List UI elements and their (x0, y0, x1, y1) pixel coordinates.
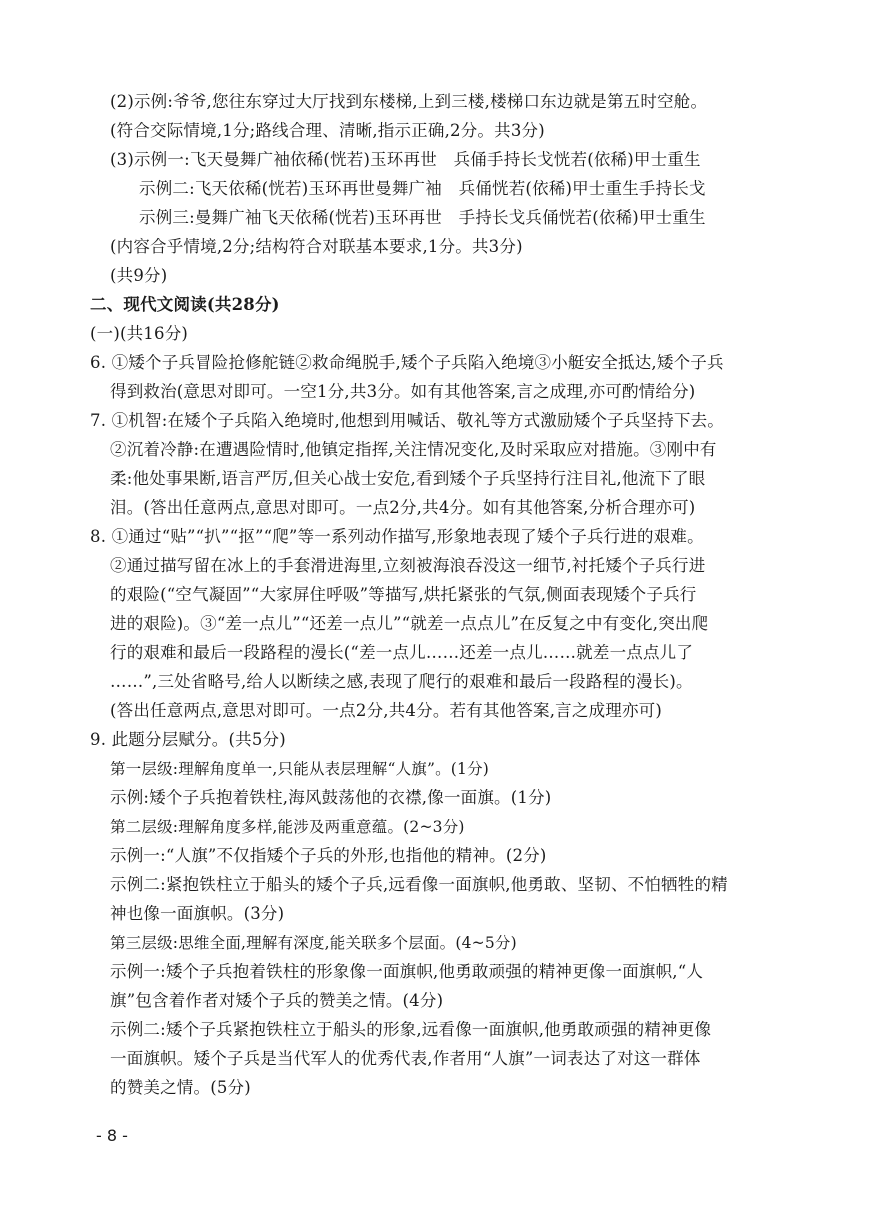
answer-line: (答出任意两点,意思对即可。一点2分,共4分。若有其他答案,言之成理亦可) (110, 701, 663, 720)
answer-line: 的赞美之情。(5分) (110, 1078, 251, 1097)
answer-line: 示例:矮个子兵抱着铁柱,海风鼓荡他的衣襟,像一面旗。(1分) (110, 788, 552, 807)
answer-line: (3)示例一:飞天曼舞广袖依稀(恍若)玉环再世 兵俑手持长戈恍若(依稀)甲士重生 (110, 150, 701, 169)
answer-line: 示例一:“人旗”不仅指矮个子兵的外形,也指他的精神。(2分) (110, 846, 547, 865)
answer-line: 6. ①矮个子兵冒险抢修舵链②救命绳脱手,矮个子兵陷入绝境③小艇安全抵达,矮个子兵 (90, 353, 724, 372)
subsection-heading: (一)(共16分) (90, 324, 189, 343)
answer-line: 8. ①通过“贴”“扒”“抠”“爬”等一系列动作描写,形象地表现了矮个子兵行进的艰难。 (90, 527, 704, 546)
answer-line: 进的艰险)。③“差一点儿”“还差一点儿”“就差一点点儿”在反复之中有变化,突出爬 (110, 614, 709, 633)
answer-line: 旗”包含着作者对矮个子兵的赞美之情。(4分) (110, 991, 444, 1010)
section-heading: 二、现代文阅读(共28分) (90, 295, 280, 314)
answer-line: 的艰险(“空气凝固”“大家屏住呼吸”等描写,烘托紧张的气氛,侧面表现矮个子兵行 (110, 585, 697, 604)
answer-line: 示例一:矮个子兵抱着铁柱的形象像一面旗帜,他勇敢顽强的精神更像一面旗帜,“人 (110, 962, 704, 981)
answer-line: 一面旗帜。矮个子兵是当代军人的优秀代表,作者用“人旗”一词表达了对这一群体 (110, 1049, 701, 1068)
answer-line: 9. 此题分层赋分。(共5分) (90, 730, 286, 749)
answer-line: ……”,三处省略号,给人以断续之感,表现了爬行的艰难和最后一段路程的漫长)。 (110, 672, 693, 691)
answer-line: 神也像一面旗帜。(3分) (110, 904, 285, 923)
answer-line: (符合交际情境,1分;路线合理、清晰,指示正确,2分。共3分) (110, 121, 545, 140)
answer-line: 7. ①机智:在矮个子兵陷入绝境时,他想到用喊话、敬礼等方式激励矮个子兵坚持下去。 (90, 411, 724, 430)
answer-line: (内容合乎情境,2分;结构符合对联基本要求,1分。共3分) (110, 237, 523, 256)
answer-line: ②通过描写留在冰上的手套滑进海里,立刻被海浪吞没这一细节,衬托矮个子兵行进 (110, 556, 706, 575)
scoring-level: 第三层级:思维全面,理解有深度,能关联多个层面。(4~5分) (110, 934, 517, 952)
answer-line: ②沉着冷静:在遭遇险情时,他镇定指挥,关注情况变化,及时采取应对措施。③刚中有 (110, 440, 717, 459)
answer-line: (共9分) (110, 266, 168, 285)
answer-line: 柔:他处事果断,语言严厉,但关心战士安危,看到矮个子兵坚持行注目礼,他流下了眼 (110, 469, 706, 488)
answer-line: 行的艰难和最后一段路程的漫长(“差一点儿……还差一点儿……就差一点点儿了 (110, 643, 694, 662)
page-number: - 8 - (96, 1126, 128, 1145)
answer-line: 示例三:曼舞广袖飞天依稀(恍若)玉环再世 手持长戈兵俑恍若(依稀)甲士重生 (139, 208, 706, 227)
answer-line: (2)示例:爷爷,您往东穿过大厅找到东楼梯,上到三楼,楼梯口东边就是第五时空舱。 (110, 92, 708, 111)
answer-line: 示例二:矮个子兵紧抱铁柱立于船头的形象,远看像一面旗帜,他勇敢顽强的精神更像 (110, 1020, 712, 1039)
answer-line: 示例二:飞天依稀(恍若)玉环再世曼舞广袖 兵俑恍若(依稀)甲士重生手持长戈 (139, 179, 706, 198)
answer-line: 示例二:紧抱铁柱立于船头的矮个子兵,远看像一面旗帜,他勇敢、坚韧、不怕牺牲的精 (110, 875, 728, 894)
scoring-level: 第一层级:理解角度单一,只能从表层理解“人旗”。(1分) (110, 760, 490, 778)
answer-line: 泪。(答出任意两点,意思对即可。一点2分,共4分。如有其他答案,分析合理亦可) (110, 498, 696, 517)
answer-line: 得到救治(意思对即可。一空1分,共3分。如有其他答案,言之成理,亦可酌情给分) (110, 382, 696, 401)
scoring-level: 第二层级:理解角度多样,能涉及两重意蕴。(2~3分) (110, 818, 465, 836)
